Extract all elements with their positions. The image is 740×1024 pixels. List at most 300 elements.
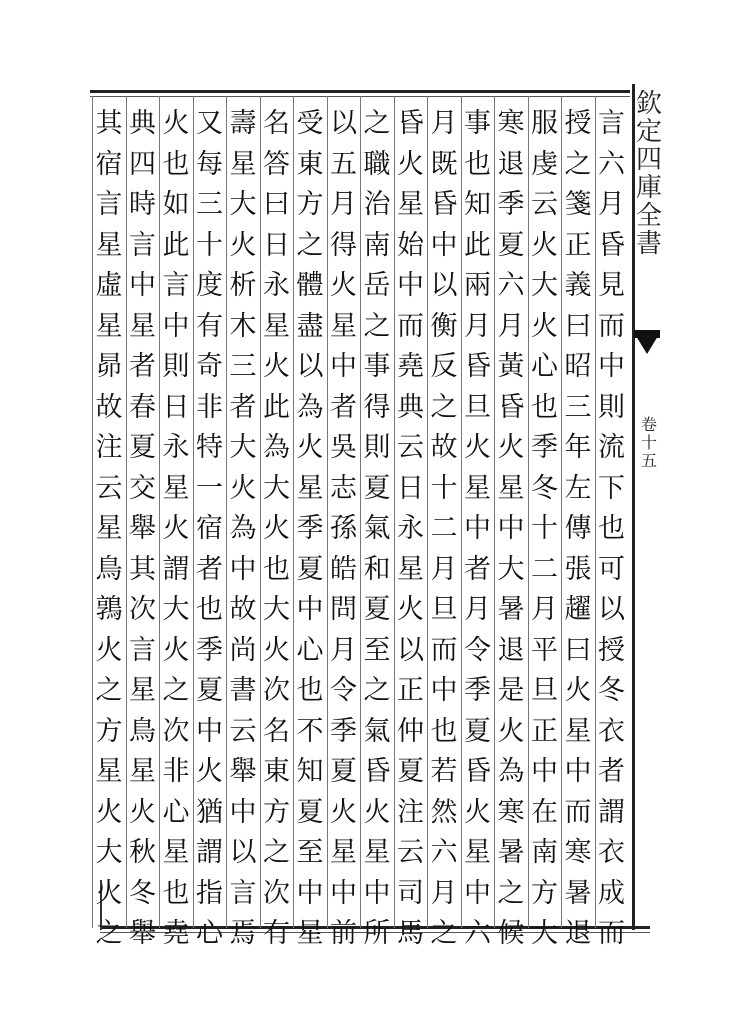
- character: 東: [263, 756, 290, 787]
- character: 者: [330, 391, 357, 423]
- character: 南: [363, 229, 391, 261]
- character: 季: [464, 675, 491, 706]
- character: 有: [263, 918, 290, 949]
- character: 季: [330, 715, 357, 747]
- character: 得: [363, 391, 391, 423]
- character: 為: [229, 513, 257, 544]
- character: 而: [430, 634, 458, 666]
- character: 授: [564, 108, 592, 139]
- character: 大: [229, 189, 257, 220]
- character: 火: [531, 310, 558, 342]
- character: 夏: [330, 756, 357, 787]
- character: 兩: [464, 270, 491, 301]
- character: 星: [95, 310, 123, 342]
- character: 夏: [196, 675, 223, 706]
- character: 指: [196, 877, 223, 909]
- character: 書: [229, 675, 257, 706]
- character: 也: [263, 553, 290, 585]
- character: 然: [430, 796, 458, 828]
- character: 為: [497, 756, 525, 787]
- character: 鳥: [95, 553, 123, 585]
- character: 也: [430, 715, 458, 747]
- character: 也: [162, 148, 190, 180]
- character: 旦: [464, 391, 491, 423]
- character: 星: [296, 472, 324, 504]
- character: 黃: [497, 351, 525, 382]
- character: 火: [397, 594, 424, 625]
- character: 則: [363, 432, 391, 463]
- character: 以: [330, 108, 357, 139]
- character: 此: [263, 391, 290, 423]
- character: 堯: [397, 351, 424, 382]
- character: 有: [196, 310, 223, 342]
- character: 中: [564, 756, 592, 787]
- character: 者: [196, 553, 223, 585]
- character: 問: [330, 594, 357, 625]
- character: 受: [296, 108, 324, 139]
- character: 寒: [564, 837, 592, 868]
- character: 火: [95, 796, 123, 828]
- character: 大: [95, 837, 123, 868]
- character: 四: [129, 148, 156, 180]
- character: 月: [598, 189, 625, 220]
- character: 猶: [196, 796, 223, 828]
- character: 星: [95, 513, 123, 544]
- character: 也: [531, 391, 558, 423]
- character: 既: [430, 148, 458, 180]
- text-column: [89, 104, 129, 949]
- character: 寒: [497, 796, 525, 828]
- character: 十: [531, 513, 558, 544]
- character: 候: [497, 918, 525, 949]
- character: 夏: [497, 229, 525, 261]
- character: 中: [397, 270, 424, 301]
- character: 此: [162, 229, 190, 261]
- character: 大: [531, 918, 558, 949]
- character: 孫: [330, 513, 357, 544]
- character: 始: [397, 229, 424, 261]
- character: 火: [330, 270, 357, 301]
- character: 如: [162, 189, 190, 220]
- character: 火: [229, 229, 257, 261]
- character: 趯: [564, 594, 592, 625]
- character: 至: [296, 837, 324, 868]
- character: 暑: [497, 837, 525, 868]
- character: 以: [229, 837, 257, 868]
- character: 星: [95, 756, 123, 787]
- character: 而: [564, 796, 592, 828]
- character: 心: [531, 351, 558, 382]
- character: 月: [497, 310, 525, 342]
- character: 中: [598, 351, 625, 382]
- character: 此: [464, 229, 491, 261]
- character: 星: [330, 837, 357, 868]
- character: 衣: [598, 837, 625, 868]
- character: 之: [263, 837, 290, 868]
- character: 岳: [363, 270, 391, 301]
- character: 至: [363, 634, 391, 666]
- character: 之: [363, 108, 391, 139]
- character: 三: [564, 391, 592, 423]
- character: 中: [464, 877, 491, 909]
- character: 火: [196, 756, 223, 787]
- juan-number: 卷 十 五: [640, 415, 657, 470]
- character: 二: [430, 513, 458, 544]
- character: 火: [162, 634, 190, 666]
- character: 火: [162, 513, 190, 544]
- character: 十: [430, 472, 458, 504]
- character: 木: [229, 310, 257, 342]
- character: 正: [564, 229, 592, 261]
- character: 大: [162, 594, 190, 625]
- character: 火: [464, 796, 491, 828]
- character: 中: [531, 756, 558, 787]
- character: 之: [95, 918, 123, 949]
- character: 火: [397, 148, 424, 180]
- character: 永: [263, 270, 290, 301]
- character: 中: [229, 796, 257, 828]
- character: 之: [564, 148, 592, 180]
- character: 張: [564, 553, 592, 585]
- character: 名: [263, 108, 290, 139]
- character: 反: [430, 351, 458, 382]
- character: 云: [95, 472, 123, 504]
- character: 十: [196, 229, 223, 261]
- character: 中: [296, 877, 324, 909]
- character: 昏: [430, 189, 458, 220]
- character: 舉: [129, 918, 156, 949]
- character: 中: [430, 229, 458, 261]
- character: 氣: [363, 715, 391, 747]
- character: 宿: [196, 513, 223, 544]
- character: 之: [363, 675, 391, 706]
- character: 不: [296, 715, 324, 747]
- character: 永: [162, 432, 190, 463]
- character: 火: [531, 229, 558, 261]
- character: 次: [263, 877, 290, 909]
- character: 衡: [430, 310, 458, 342]
- character: 中: [497, 513, 525, 544]
- character: 以: [430, 270, 458, 301]
- character: 星: [330, 310, 357, 342]
- character: 析: [229, 270, 257, 301]
- character: 謂: [162, 553, 190, 585]
- character: 也: [598, 513, 625, 544]
- character: 鳥: [129, 715, 156, 747]
- character: 六: [598, 148, 625, 180]
- character: 火: [263, 351, 290, 382]
- character: 之: [162, 675, 190, 706]
- character: 火: [162, 108, 190, 139]
- character: 焉: [229, 918, 257, 949]
- character: 故: [95, 391, 123, 423]
- character: 流: [598, 432, 625, 463]
- character: 又: [196, 108, 223, 139]
- character: 日: [162, 391, 190, 423]
- character: 之: [497, 877, 525, 909]
- character: 星: [162, 837, 190, 868]
- character: 度: [196, 270, 223, 301]
- character: 一: [196, 472, 223, 504]
- character: 月: [430, 108, 458, 139]
- character: 中: [430, 675, 458, 706]
- character: 冬: [531, 472, 558, 504]
- character: 夏: [397, 756, 424, 787]
- character: 夏: [129, 432, 156, 463]
- character: 夏: [363, 472, 391, 504]
- character: 若: [430, 756, 458, 787]
- character: 為: [263, 432, 290, 463]
- character: 曰: [263, 189, 290, 220]
- character: 日: [263, 229, 290, 261]
- book-title: 欽 定 四 庫 全 書: [636, 89, 663, 259]
- character: 火: [497, 432, 525, 463]
- character: 時: [129, 189, 156, 220]
- character: 月: [330, 189, 357, 220]
- character: 日: [397, 472, 424, 504]
- column-rule: [92, 96, 93, 928]
- character: 三: [196, 189, 223, 220]
- character: 中: [330, 877, 357, 909]
- character: 馬: [397, 918, 424, 949]
- character: 退: [497, 634, 525, 666]
- character: 服: [531, 108, 558, 139]
- character: 前: [330, 918, 357, 949]
- character: 名: [263, 715, 290, 747]
- character: 南: [531, 837, 558, 868]
- character: 中: [129, 270, 156, 301]
- character: 衣: [598, 715, 625, 747]
- character: 季: [196, 634, 223, 666]
- character: 秋: [129, 837, 156, 868]
- character: 也: [296, 675, 324, 706]
- character: 星: [129, 756, 156, 787]
- character: 正: [531, 715, 558, 747]
- character: 以: [598, 594, 625, 625]
- character: 之: [430, 918, 458, 949]
- character: 季: [497, 189, 525, 220]
- character: 知: [464, 189, 491, 220]
- character: 月: [531, 594, 558, 625]
- character: 之: [430, 391, 458, 423]
- character: 而: [598, 918, 625, 949]
- character: 職: [363, 148, 391, 180]
- character: 旦: [430, 594, 458, 625]
- character: 言: [162, 270, 190, 301]
- character: 二: [531, 553, 558, 585]
- character: 典: [397, 391, 424, 423]
- character: 五: [330, 148, 357, 180]
- character: 季: [531, 432, 558, 463]
- character: 次: [162, 715, 190, 747]
- character: 心: [162, 796, 190, 828]
- character: 左: [564, 472, 592, 504]
- character: 六: [430, 837, 458, 868]
- character: 言: [229, 877, 257, 909]
- character: 箋: [564, 189, 592, 220]
- character: 火: [263, 634, 290, 666]
- character: 事: [464, 108, 491, 139]
- character: 以: [296, 351, 324, 382]
- character: 所: [363, 918, 391, 949]
- character: 星: [263, 310, 290, 342]
- character: 云: [397, 837, 424, 868]
- character: 注: [95, 432, 123, 463]
- character: 而: [397, 310, 424, 342]
- character: 星: [497, 472, 525, 504]
- character: 者: [129, 351, 156, 382]
- character: 旦: [531, 675, 558, 706]
- character: 星: [464, 837, 491, 868]
- character: 答: [263, 148, 290, 180]
- character: 者: [598, 756, 625, 787]
- character: 而: [598, 310, 625, 342]
- character: 大: [229, 432, 257, 463]
- character: 昏: [363, 756, 391, 787]
- character: 下: [598, 472, 625, 504]
- character: 謂: [196, 837, 223, 868]
- character: 之: [95, 675, 123, 706]
- character: 永: [397, 513, 424, 544]
- character: 火: [564, 675, 592, 706]
- character: 中: [363, 877, 391, 909]
- character: 季: [296, 513, 324, 544]
- character: 堯: [162, 918, 190, 949]
- character: 典: [129, 108, 156, 139]
- character: 虔: [531, 148, 558, 180]
- character: 志: [330, 472, 357, 504]
- character: 火: [129, 796, 156, 828]
- character: 星: [129, 675, 156, 706]
- character: 昏: [598, 229, 625, 261]
- character: 司: [397, 877, 424, 909]
- character: 其: [95, 108, 123, 139]
- character: 則: [598, 391, 625, 423]
- character: 暑: [564, 877, 592, 909]
- character: 月: [430, 877, 458, 909]
- character: 奇: [196, 351, 223, 382]
- character: 中: [196, 715, 223, 747]
- character: 非: [196, 391, 223, 423]
- character: 大: [531, 270, 558, 301]
- character: 中: [296, 594, 324, 625]
- character: 見: [598, 270, 625, 301]
- character: 者: [464, 553, 491, 585]
- character: 則: [162, 351, 190, 382]
- character: 是: [497, 675, 525, 706]
- character: 者: [229, 391, 257, 423]
- character: 三: [229, 351, 257, 382]
- character: 特: [196, 432, 223, 463]
- character: 方: [95, 715, 123, 747]
- character: 星: [363, 837, 391, 868]
- character: 曰: [564, 634, 592, 666]
- character: 中: [229, 553, 257, 585]
- character: 大: [263, 472, 290, 504]
- character: 故: [229, 594, 257, 625]
- character: 授: [598, 634, 625, 666]
- character: 火: [95, 877, 123, 909]
- character: 火: [330, 796, 357, 828]
- character: 次: [129, 594, 156, 625]
- character: 大: [263, 594, 290, 625]
- character: 正: [397, 675, 424, 706]
- character: 云: [531, 189, 558, 220]
- character: 暑: [497, 594, 525, 625]
- character: 也: [196, 594, 223, 625]
- character: 傳: [564, 513, 592, 544]
- character: 令: [464, 634, 491, 666]
- character: 以: [397, 634, 424, 666]
- character: 寒: [497, 108, 525, 139]
- character: 火: [296, 432, 324, 463]
- character: 每: [196, 148, 223, 180]
- character: 火: [229, 472, 257, 504]
- character: 事: [363, 351, 391, 382]
- character: 也: [464, 148, 491, 180]
- character: 之: [296, 229, 324, 261]
- character: 方: [263, 796, 290, 828]
- fish-tail-mark: [636, 336, 658, 354]
- character: 平: [531, 634, 558, 666]
- character: 言: [129, 229, 156, 261]
- character: 昏: [397, 108, 424, 139]
- character: 夏: [296, 796, 324, 828]
- character: 冬: [129, 877, 156, 909]
- character: 退: [497, 148, 525, 180]
- character: 星: [564, 715, 592, 747]
- character: 壽: [229, 108, 257, 139]
- character: 令: [330, 675, 357, 706]
- character: 中: [464, 513, 491, 544]
- character: 昴: [95, 351, 123, 382]
- character: 宿: [95, 148, 123, 180]
- character: 星: [229, 148, 257, 180]
- character: 言: [598, 108, 625, 139]
- character: 言: [129, 634, 156, 666]
- character: 其: [129, 553, 156, 585]
- character: 皓: [330, 553, 357, 585]
- character: 夏: [363, 594, 391, 625]
- character: 吳: [330, 432, 357, 463]
- frame-top-rule: [90, 90, 630, 93]
- character: 可: [598, 553, 625, 585]
- character: 星: [95, 229, 123, 261]
- character: 也: [162, 877, 190, 909]
- character: 火: [363, 796, 391, 828]
- character: 東: [296, 148, 324, 180]
- character: 交: [129, 472, 156, 504]
- character: 星: [464, 472, 491, 504]
- character: 為: [296, 391, 324, 423]
- character: 虛: [95, 270, 123, 301]
- character: 春: [129, 391, 156, 423]
- character: 年: [564, 432, 592, 463]
- character: 星: [162, 472, 190, 504]
- character: 次: [263, 675, 290, 706]
- character: 心: [196, 918, 223, 949]
- character: 和: [363, 553, 391, 585]
- character: 尚: [229, 634, 257, 666]
- character: 方: [296, 189, 324, 220]
- character: 注: [397, 796, 424, 828]
- character: 夏: [296, 553, 324, 585]
- character: 云: [229, 715, 257, 747]
- character: 六: [497, 270, 525, 301]
- character: 義: [564, 270, 592, 301]
- character: 方: [531, 877, 558, 909]
- character: 言: [95, 189, 123, 220]
